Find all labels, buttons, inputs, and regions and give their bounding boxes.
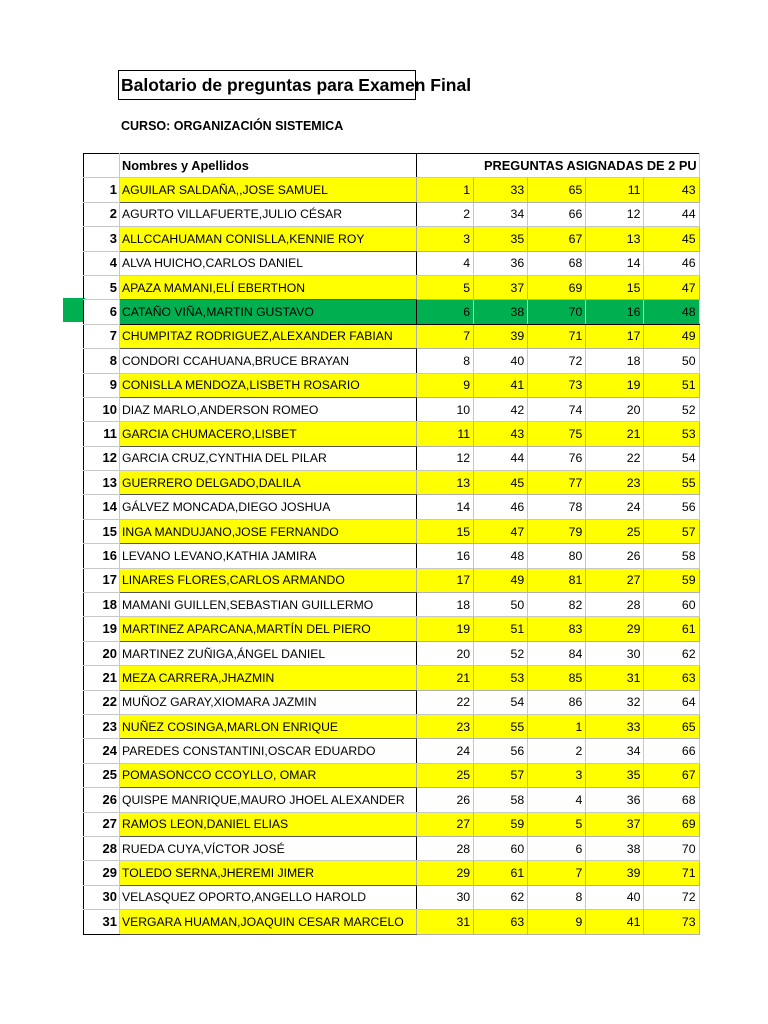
question-cell-5[interactable]: 73 [644,910,699,934]
question-cell-5[interactable]: 64 [644,690,699,714]
question-cell-4[interactable]: 15 [586,275,644,299]
question-cell-1[interactable]: 27 [417,812,474,836]
question-cell-4[interactable]: 31 [586,666,644,690]
table-row [84,836,700,860]
question-cell-1[interactable]: 22 [417,690,474,714]
question-cell-4[interactable]: 22 [586,446,644,470]
question-cell-5[interactable]: 60 [644,593,699,617]
student-name-cell[interactable]: ALVA HUICHO,CARLOS DANIEL [120,251,417,275]
question-cell-1[interactable]: 10 [417,397,474,421]
question-cell-3[interactable]: 80 [528,544,586,568]
question-cell-4[interactable]: 25 [586,519,644,543]
question-cell-2[interactable]: 44 [474,446,528,470]
question-cell-5[interactable]: 70 [644,836,699,860]
question-cell-5[interactable]: 68 [644,788,699,812]
question-cell-3[interactable]: 84 [528,641,586,665]
question-cell-4[interactable]: 33 [586,714,644,738]
question-cell-4[interactable]: 36 [586,788,644,812]
question-cell-1[interactable]: 18 [417,593,474,617]
question-cell-5[interactable]: 59 [644,568,699,592]
question-cell-1[interactable]: 13 [417,471,474,495]
question-cell-2[interactable]: 62 [474,885,528,909]
table-row [84,202,700,226]
student-name-cell[interactable]: VERGARA HUAMAN,JOAQUIN CESAR MARCELO [120,910,417,934]
question-cell-2[interactable]: 33 [474,178,528,202]
question-cell-1[interactable]: 14 [417,495,474,519]
question-cell-3[interactable]: 8 [528,885,586,909]
question-cell-4[interactable]: 21 [586,422,644,446]
row-number-cell[interactable]: 8 [84,349,120,373]
table-row [84,641,700,665]
question-cell-3[interactable]: 9 [528,910,586,934]
student-name-cell[interactable]: CHUMPITAZ RODRIGUEZ,ALEXANDER FABIAN [120,324,417,348]
table-row [84,739,700,763]
question-cell-3[interactable]: 78 [528,495,586,519]
question-cell-5[interactable]: 50 [644,349,699,373]
row-number-cell[interactable]: 4 [84,251,120,275]
student-name-cell[interactable]: RUEDA CUYA,VÍCTOR JOSÉ [120,836,417,860]
row-number-cell[interactable]: 11 [84,422,120,446]
table-row [84,617,700,641]
question-cell-5[interactable]: 48 [644,300,699,324]
question-cell-4[interactable]: 28 [586,593,644,617]
question-cell-1[interactable]: 9 [417,373,474,397]
table-row [84,275,700,299]
question-cell-2[interactable]: 55 [474,714,528,738]
question-cell-4[interactable]: 11 [586,178,644,202]
student-name-cell[interactable]: GARCIA CRUZ,CYNTHIA DEL PILAR [120,446,417,470]
question-cell-5[interactable]: 72 [644,885,699,909]
question-cell-4[interactable]: 27 [586,568,644,592]
question-cell-1[interactable]: 31 [417,910,474,934]
student-name-cell[interactable]: GUERRERO DELGADO,DALILA [120,471,417,495]
question-cell-3[interactable]: 82 [528,593,586,617]
question-cell-4[interactable]: 35 [586,763,644,787]
question-cell-5[interactable]: 69 [644,812,699,836]
table-row [84,593,700,617]
question-cell-4[interactable]: 34 [586,739,644,763]
question-cell-3[interactable]: 77 [528,471,586,495]
question-cell-3[interactable]: 7 [528,861,586,885]
question-cell-1[interactable]: 26 [417,788,474,812]
question-cell-2[interactable]: 54 [474,690,528,714]
question-cell-2[interactable]: 56 [474,739,528,763]
question-cell-1[interactable]: 6 [417,300,474,324]
question-cell-2[interactable]: 58 [474,788,528,812]
table-row [84,300,700,324]
student-name-cell[interactable]: MARTINEZ APARCANA,MARTÍN DEL PIERO [120,617,417,641]
table-row [84,324,700,348]
student-name-cell[interactable]: RAMOS LEON,DANIEL ELIAS [120,812,417,836]
row-number-cell[interactable]: 17 [84,568,120,592]
row-number-cell[interactable]: 9 [84,373,120,397]
page-title: Balotario de preguntas para Examen Final [121,75,472,95]
question-cell-4[interactable]: 17 [586,324,644,348]
question-cell-2[interactable]: 36 [474,251,528,275]
question-cell-2[interactable]: 49 [474,568,528,592]
question-cell-3[interactable]: 79 [528,519,586,543]
student-name-cell[interactable]: APAZA MAMANI,ELÍ EBERTHON [120,275,417,299]
question-cell-5[interactable]: 44 [644,202,699,226]
row-number-cell[interactable]: 21 [84,666,120,690]
row-number-cell[interactable]: 22 [84,690,120,714]
row-number-cell[interactable]: 31 [84,910,120,934]
table-row [84,544,700,568]
student-name-cell[interactable]: GÁLVEZ MONCADA,DIEGO JOSHUA [120,495,417,519]
question-cell-3[interactable]: 5 [528,812,586,836]
table-row [84,227,700,251]
row-number-cell[interactable]: 24 [84,739,120,763]
question-cell-3[interactable]: 1 [528,714,586,738]
question-cell-5[interactable]: 66 [644,739,699,763]
table-row [84,397,700,421]
question-cell-3[interactable]: 3 [528,763,586,787]
question-cell-5[interactable]: 43 [644,178,699,202]
table-row [84,373,700,397]
student-name-cell[interactable]: DIAZ MARLO,ANDERSON ROMEO [120,397,417,421]
question-cell-3[interactable]: 71 [528,324,586,348]
table-row [84,446,700,470]
question-cell-1[interactable]: 4 [417,251,474,275]
question-cell-2[interactable]: 38 [474,300,528,324]
table-row [84,495,700,519]
question-cell-3[interactable]: 85 [528,666,586,690]
header-name-cell[interactable]: Nombres y Apellidos [120,154,417,178]
table-row [84,885,700,909]
student-name-cell[interactable]: GARCIA CHUMACERO,LISBET [120,422,417,446]
question-cell-2[interactable]: 57 [474,763,528,787]
question-cell-5[interactable]: 63 [644,666,699,690]
question-cell-2[interactable]: 59 [474,812,528,836]
question-cell-3[interactable]: 74 [528,397,586,421]
students-table [83,153,700,935]
question-cell-5[interactable]: 61 [644,617,699,641]
question-cell-1[interactable]: 16 [417,544,474,568]
question-cell-1[interactable]: 24 [417,739,474,763]
question-cell-4[interactable]: 37 [586,812,644,836]
question-cell-4[interactable]: 14 [586,251,644,275]
question-cell-5[interactable]: 65 [644,714,699,738]
question-cell-5[interactable]: 46 [644,251,699,275]
question-cell-4[interactable]: 20 [586,397,644,421]
question-cell-1[interactable]: 23 [417,714,474,738]
course-label: CURSO: ORGANIZACIÓN SISTEMICA [121,119,344,133]
table-row [84,812,700,836]
question-cell-5[interactable]: 55 [644,471,699,495]
table-row [84,178,700,202]
question-cell-2[interactable]: 34 [474,202,528,226]
table-row [84,349,700,373]
question-cell-4[interactable]: 13 [586,227,644,251]
table-row [84,471,700,495]
student-name-cell[interactable]: AGUILAR SALDAÑA,,JOSE SAMUEL [120,178,417,202]
table-row [84,422,700,446]
student-name-cell[interactable]: MARTINEZ ZUÑIGA,ÁNGEL DANIEL [120,641,417,665]
student-name-cell[interactable]: NUÑEZ COSINGA,MARLON ENRIQUE [120,714,417,738]
question-cell-2[interactable]: 42 [474,397,528,421]
question-cell-4[interactable]: 39 [586,861,644,885]
question-cell-5[interactable]: 53 [644,422,699,446]
question-cell-3[interactable]: 2 [528,739,586,763]
table-row [84,861,700,885]
question-cell-3[interactable]: 81 [528,568,586,592]
student-name-cell[interactable]: MEZA CARRERA,JHAZMIN [120,666,417,690]
question-cell-3[interactable]: 69 [528,275,586,299]
student-name-cell[interactable]: VELASQUEZ OPORTO,ANGELLO HAROLD [120,885,417,909]
student-name-cell[interactable]: ALLCCAHUAMAN CONISLLA,KENNIE ROY [120,227,417,251]
question-cell-4[interactable]: 23 [586,471,644,495]
question-cell-2[interactable]: 43 [474,422,528,446]
question-cell-4[interactable]: 24 [586,495,644,519]
question-cell-3[interactable]: 75 [528,422,586,446]
student-name-cell[interactable]: MAMANI GUILLEN,SEBASTIAN GUILLERMO [120,593,417,617]
student-name-cell[interactable]: QUISPE MANRIQUE,MAURO JHOEL ALEXANDER [120,788,417,812]
question-cell-1[interactable]: 19 [417,617,474,641]
student-name-cell[interactable]: POMASONCCO CCOYLLO, OMAR [120,763,417,787]
row-number-cell[interactable]: 13 [84,471,120,495]
question-cell-4[interactable]: 12 [586,202,644,226]
question-cell-5[interactable]: 47 [644,275,699,299]
row-number-cell[interactable]: 12 [84,446,120,470]
row-number-cell[interactable]: 14 [84,495,120,519]
question-cell-1[interactable]: 3 [417,227,474,251]
question-cell-3[interactable]: 83 [528,617,586,641]
student-name-cell[interactable]: TOLEDO SERNA,JHEREMI JIMER [120,861,417,885]
question-cell-5[interactable]: 51 [644,373,699,397]
row-number-cell[interactable]: 15 [84,519,120,543]
student-name-cell[interactable]: INGA MANDUJANO,JOSE FERNANDO [120,519,417,543]
question-cell-2[interactable]: 51 [474,617,528,641]
question-cell-3[interactable]: 67 [528,227,586,251]
question-cell-3[interactable]: 68 [528,251,586,275]
question-cell-3[interactable]: 72 [528,349,586,373]
selected-row-marker [63,298,85,322]
question-cell-1[interactable]: 7 [417,324,474,348]
question-cell-3[interactable]: 4 [528,788,586,812]
question-cell-2[interactable]: 61 [474,861,528,885]
question-cell-2[interactable]: 41 [474,373,528,397]
question-cell-5[interactable]: 62 [644,641,699,665]
table-row [84,666,700,690]
row-number-cell[interactable]: 5 [84,275,120,299]
row-number-cell[interactable]: 1 [84,178,120,202]
table-header-row [84,154,700,178]
question-cell-2[interactable]: 60 [474,836,528,860]
row-number-cell[interactable]: 19 [84,617,120,641]
table-row [84,910,700,934]
question-cell-2[interactable]: 39 [474,324,528,348]
question-cell-2[interactable]: 35 [474,227,528,251]
question-cell-4[interactable]: 32 [586,690,644,714]
student-name-cell[interactable]: CATAÑO VIÑA,MARTIN GUSTAVO [120,300,417,324]
question-cell-3[interactable]: 70 [528,300,586,324]
table-row [84,251,700,275]
question-cell-4[interactable]: 29 [586,617,644,641]
row-number-cell[interactable]: 3 [84,227,120,251]
question-cell-1[interactable]: 1 [417,178,474,202]
question-cell-1[interactable]: 28 [417,836,474,860]
table-row [84,519,700,543]
row-number-cell[interactable]: 7 [84,324,120,348]
question-cell-5[interactable]: 49 [644,324,699,348]
table-row [84,763,700,787]
question-cell-2[interactable]: 47 [474,519,528,543]
question-cell-3[interactable]: 73 [528,373,586,397]
question-cell-5[interactable]: 71 [644,861,699,885]
table-row [84,690,700,714]
question-cell-4[interactable]: 40 [586,885,644,909]
question-cell-3[interactable]: 66 [528,202,586,226]
question-cell-3[interactable]: 6 [528,836,586,860]
question-cell-2[interactable]: 45 [474,471,528,495]
row-number-cell[interactable]: 18 [84,593,120,617]
question-cell-1[interactable]: 29 [417,861,474,885]
row-number-cell[interactable]: 26 [84,788,120,812]
question-cell-1[interactable]: 12 [417,446,474,470]
student-name-cell[interactable]: LEVANO LEVANO,KATHIA JAMIRA [120,544,417,568]
question-cell-5[interactable]: 57 [644,519,699,543]
row-number-cell[interactable]: 20 [84,641,120,665]
question-cell-1[interactable]: 5 [417,275,474,299]
header-questions-cell[interactable]: PREGUNTAS ASIGNADAS DE 2 PU [417,154,700,178]
question-cell-5[interactable]: 56 [644,495,699,519]
student-name-cell[interactable]: MUÑOZ GARAY,XIOMARA JAZMIN [120,690,417,714]
question-cell-4[interactable]: 18 [586,349,644,373]
students-table-body [84,154,700,935]
question-cell-4[interactable]: 19 [586,373,644,397]
question-cell-4[interactable]: 26 [586,544,644,568]
row-number-cell[interactable]: 16 [84,544,120,568]
row-number-cell[interactable]: 25 [84,763,120,787]
question-cell-2[interactable]: 63 [474,910,528,934]
question-cell-2[interactable]: 46 [474,495,528,519]
row-number-cell[interactable]: 6 [84,300,120,324]
question-cell-2[interactable]: 52 [474,641,528,665]
question-cell-1[interactable]: 21 [417,666,474,690]
table-row [84,568,700,592]
row-number-cell[interactable]: 30 [84,885,120,909]
question-cell-4[interactable]: 16 [586,300,644,324]
row-number-cell[interactable]: 23 [84,714,120,738]
question-cell-1[interactable]: 8 [417,349,474,373]
row-number-cell[interactable]: 27 [84,812,120,836]
row-number-cell[interactable]: 28 [84,836,120,860]
row-number-cell[interactable]: 10 [84,397,120,421]
question-cell-3[interactable]: 86 [528,690,586,714]
question-cell-3[interactable]: 65 [528,178,586,202]
question-cell-5[interactable]: 54 [644,446,699,470]
question-cell-1[interactable]: 17 [417,568,474,592]
student-name-cell[interactable]: AGURTO VILLAFUERTE,JULIO CÉSAR [120,202,417,226]
question-cell-5[interactable]: 58 [644,544,699,568]
question-cell-2[interactable]: 48 [474,544,528,568]
question-cell-1[interactable]: 15 [417,519,474,543]
question-cell-2[interactable]: 53 [474,666,528,690]
question-cell-5[interactable]: 45 [644,227,699,251]
question-cell-1[interactable]: 20 [417,641,474,665]
student-name-cell[interactable]: CONISLLA MENDOZA,LISBETH ROSARIO [120,373,417,397]
question-cell-4[interactable]: 30 [586,641,644,665]
question-cell-1[interactable]: 25 [417,763,474,787]
student-name-cell[interactable]: CONDORI CCAHUANA,BRUCE BRAYAN [120,349,417,373]
question-cell-2[interactable]: 40 [474,349,528,373]
question-cell-2[interactable]: 37 [474,275,528,299]
student-name-cell[interactable]: PAREDES CONSTANTINI,OSCAR EDUARDO [120,739,417,763]
header-number-cell[interactable] [84,154,120,178]
question-cell-4[interactable]: 41 [586,910,644,934]
row-number-cell[interactable]: 2 [84,202,120,226]
question-cell-1[interactable]: 30 [417,885,474,909]
question-cell-5[interactable]: 52 [644,397,699,421]
question-cell-2[interactable]: 50 [474,593,528,617]
table-row [84,714,700,738]
student-name-cell[interactable]: LINARES FLORES,CARLOS ARMANDO [120,568,417,592]
table-row [84,788,700,812]
question-cell-4[interactable]: 38 [586,836,644,860]
row-number-cell[interactable]: 29 [84,861,120,885]
question-cell-5[interactable]: 67 [644,763,699,787]
question-cell-3[interactable]: 76 [528,446,586,470]
question-cell-1[interactable]: 2 [417,202,474,226]
question-cell-1[interactable]: 11 [417,422,474,446]
